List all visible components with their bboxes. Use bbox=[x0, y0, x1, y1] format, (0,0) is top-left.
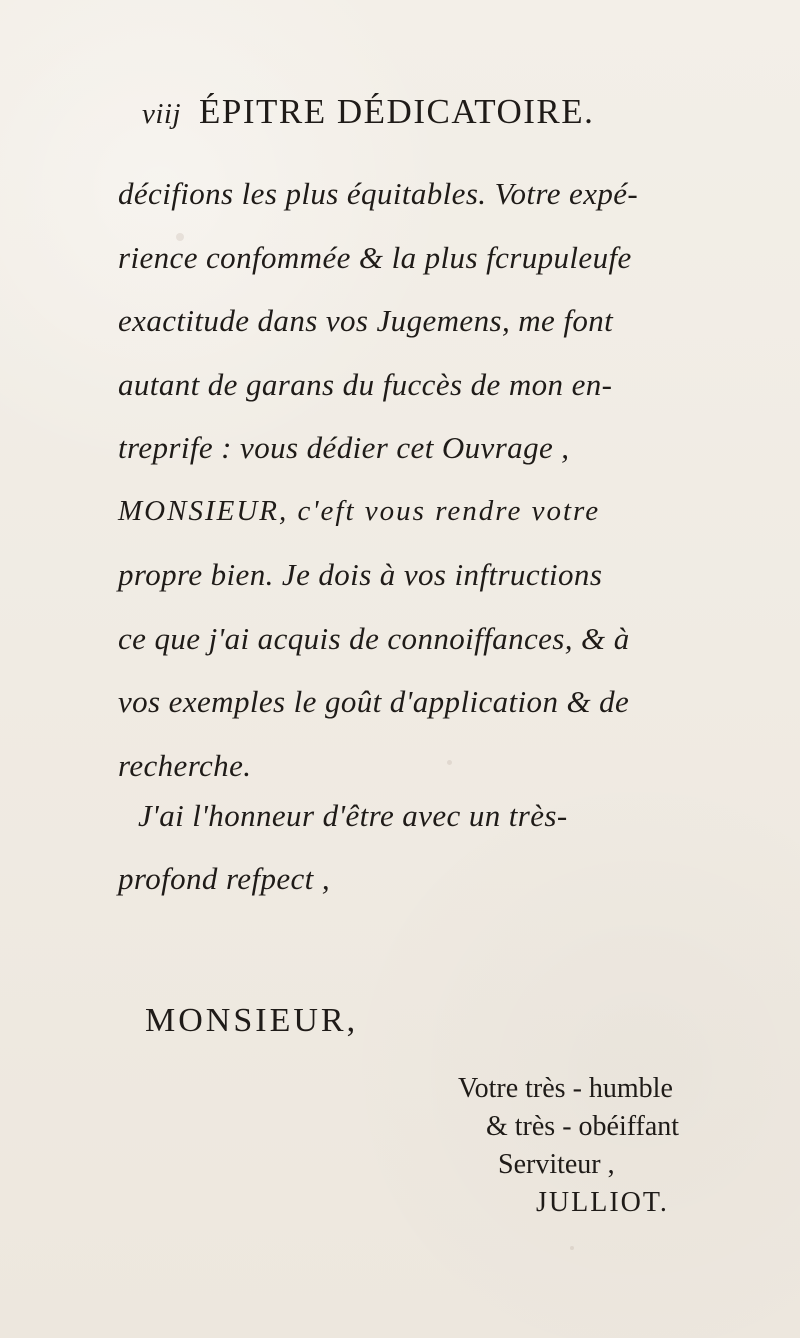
body-line: vos exemples le goût d'application & de bbox=[118, 684, 630, 719]
body-line: rience confommée & la plus fcrupuleufe bbox=[118, 239, 632, 275]
signature-block bbox=[458, 1070, 679, 1222]
body-line: exactitude dans vos Jugemens, me font bbox=[118, 303, 614, 338]
body-line: profond refpect , bbox=[118, 861, 330, 896]
signature-line: Serviteur , bbox=[498, 1149, 615, 1180]
salutation: MONSIEUR, bbox=[145, 1002, 359, 1039]
paper-speck bbox=[447, 760, 452, 765]
body-line: MONSIEUR, c'eft vous rendre votre bbox=[118, 494, 601, 527]
running-head: ÉPITRE DÉDICATOIRE. bbox=[199, 92, 595, 131]
paper-speck bbox=[176, 233, 184, 241]
page-number: viij bbox=[142, 98, 182, 130]
body-line: décifions les plus équitables. Votre expé- bbox=[118, 176, 639, 211]
body-line: treprife : vous dédier cet Ouvrage , bbox=[118, 430, 570, 465]
body-line: propre bien. Je dois à vos inftructions bbox=[118, 557, 603, 592]
paper-speck bbox=[570, 1246, 574, 1250]
dedication-body bbox=[118, 162, 718, 911]
body-line: ce que j'ai acquis de connoiffances, & à bbox=[118, 620, 630, 656]
signature-line: & très - obéiffant bbox=[486, 1111, 680, 1142]
page-header bbox=[142, 92, 702, 140]
signature-line: Votre très - humble bbox=[458, 1073, 673, 1104]
body-line: autant de garans du fuccès de mon en- bbox=[118, 366, 613, 402]
signature-name: JULLIOT. bbox=[536, 1187, 669, 1218]
body-line: recherche. bbox=[118, 747, 252, 783]
body-line: J'ai l'honneur d'être avec un très- bbox=[138, 797, 568, 833]
